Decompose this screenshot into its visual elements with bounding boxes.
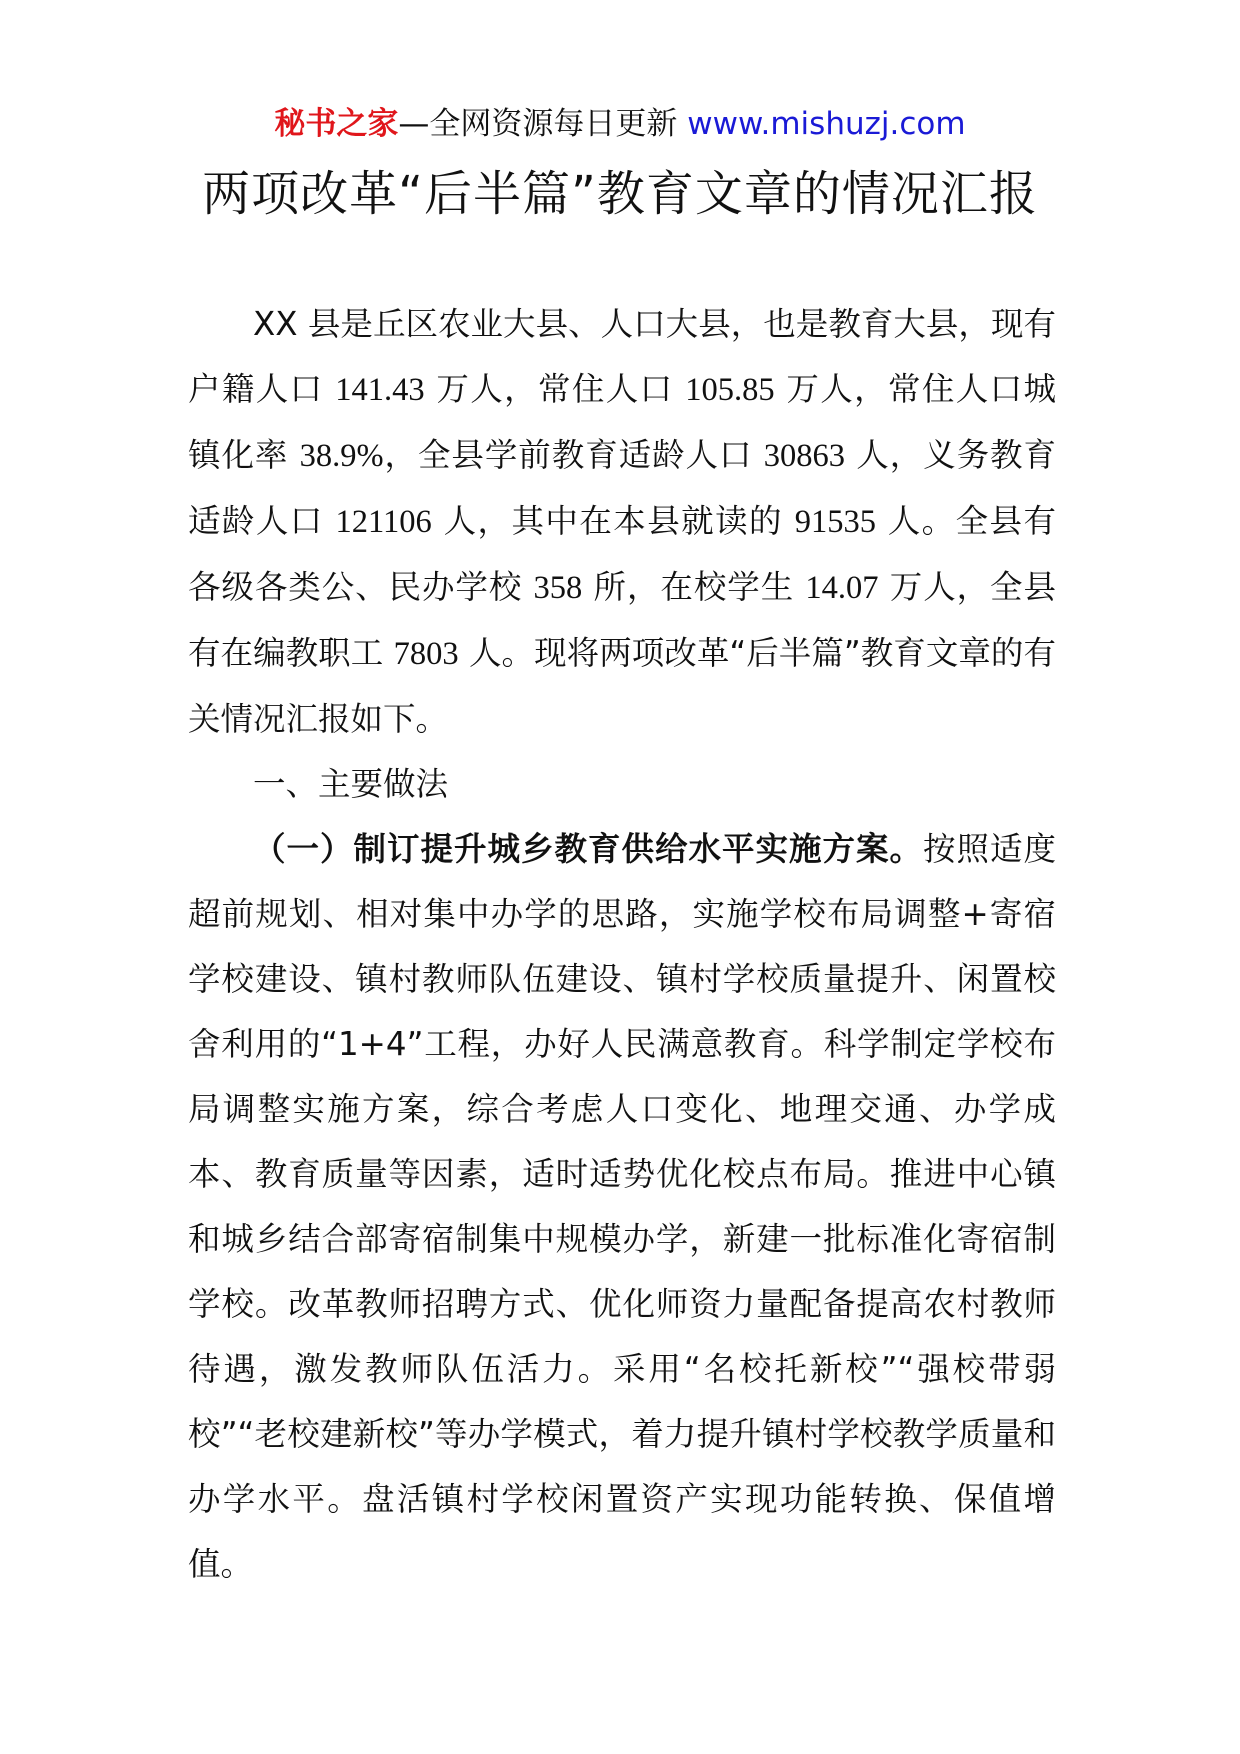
intro-text: 万人，常住人口 xyxy=(424,370,686,408)
intro-number: 38.9% xyxy=(299,438,384,474)
document-title: 两项改革“后半篇”教育文章的情况汇报 xyxy=(202,166,1038,222)
intro-text: XX 县是丘区农业大县、人口大县，也是教育大县，现有户籍人口 xyxy=(188,305,1056,408)
intro-text: 人。现将两项改革“后半篇”教育文章的有关情况汇报如下。 xyxy=(188,634,1056,738)
intro-number: 105.85 xyxy=(685,372,775,408)
subsection-body: 按照适度超前规划、相对集中办学的思路，实施学校布局调整+寄宿学校建设、镇村教师队伍建设、镇村学校质量提升、闲置校舍利用的“1+4”工程，办好人民满意教育。科学制定学校布局调整实施方案，综合考虑人口变化、地理交通、办学成本、教育质量等因素，适时适势优化校点布局。推进中心镇和城乡结合部寄宿制集中规模办学，新建一批标准化寄宿制学校。改革教师招聘方式、优化师资力量配备提高农村教师待遇，激发教师队伍活力。采用“名校托新校”“强校带弱校”“老校建新校”等办学模式，着力提升镇村学校教学质量和办学水平。盘活镇村学校闲置资产实现功能转换、保值增值。 xyxy=(188,830,1056,1583)
intro-number: 91535 xyxy=(794,504,876,540)
intro-text: 人，其中在本县就读的 xyxy=(431,502,795,540)
intro-number: 121106 xyxy=(335,504,432,540)
intro-number: 7803 xyxy=(393,636,459,672)
intro-text: 人。全县有各级各类公、民办学校 xyxy=(188,502,1056,606)
subsection-lead: （一）制订提升城乡教育供给水平实施方案。 xyxy=(253,830,923,868)
subsection-paragraph xyxy=(188,817,1056,1597)
intro-text: 万人，常住人口城镇化率 xyxy=(188,370,1056,474)
brand-name: 秘书之家 xyxy=(274,106,399,142)
document-body xyxy=(188,292,1056,1597)
intro-text: 万人，全县有在编教职工 xyxy=(188,568,1056,672)
site-url-link[interactable]: www.mishuzj.com xyxy=(687,106,966,142)
intro-text: 所，在校学生 xyxy=(582,568,806,606)
intro-text: ，全县学前教育适龄人口 xyxy=(383,436,764,474)
intro-paragraph xyxy=(188,292,1056,752)
intro-number: 14.07 xyxy=(805,570,879,606)
intro-text: 人，义务教育适龄人口 xyxy=(188,436,1056,540)
intro-number: 141.43 xyxy=(335,372,425,408)
header-tagline: —全网资源每日更新 xyxy=(398,106,688,142)
site-header xyxy=(0,104,1240,144)
intro-number: 358 xyxy=(533,570,583,606)
intro-number: 30863 xyxy=(763,438,845,474)
section-heading: 一、主要做法 xyxy=(253,765,449,803)
